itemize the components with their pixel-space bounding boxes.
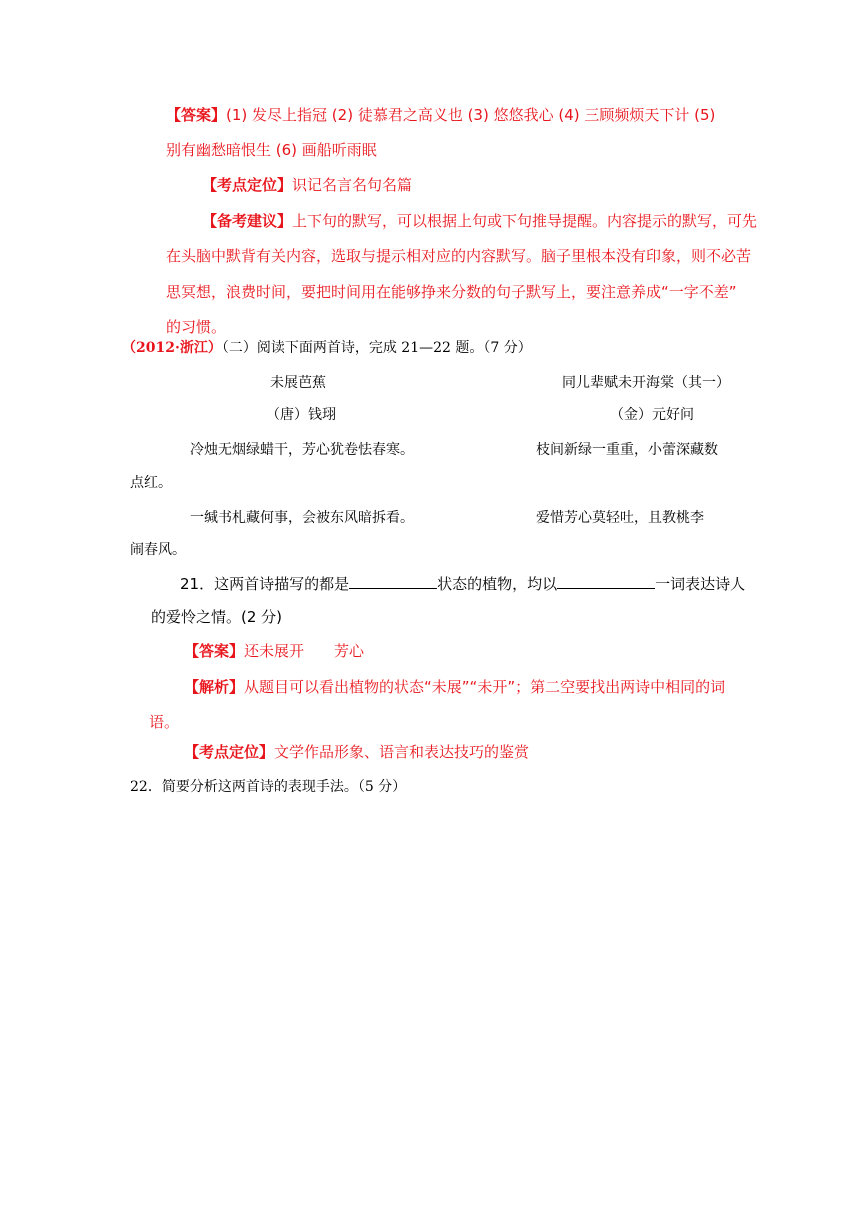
jiexi-line-1 <box>184 677 725 697</box>
kaodian-line-2 <box>184 742 529 762</box>
answer-tag: 【答案】 <box>166 106 227 124</box>
poem-right-line-2b: 闹春风。 <box>130 542 186 558</box>
q21-middle: 状态的植物，均以 <box>437 575 558 593</box>
poem-right-line-1a: 枝间新绿一重重，小蕾深藏数 <box>536 442 718 458</box>
poem-left-line-2: 一缄书札藏何事，会被东风暗拆看。 <box>190 510 414 526</box>
answer-21-a1: 还未展开 <box>244 642 305 660</box>
question-source: （2012·浙江） <box>122 340 222 356</box>
jiexi-tag: 【解析】 <box>184 678 245 696</box>
question-header <box>122 338 532 358</box>
kaodian-2-text: 文学作品形象、语言和表达技巧的鉴赏 <box>274 743 530 761</box>
q21-blank-1[interactable] <box>349 574 437 589</box>
beikao-line-4: 的习惯。 <box>166 318 227 336</box>
beikao-text-1: 上下句的默写，可以根据上句或下句推导提醒。内容提示的默写，可先 <box>292 212 758 230</box>
question-22: 22．简要分析这两首诗的表现手法。（5 分） <box>130 779 407 795</box>
q21-prefix: 21．这两首诗描写的都是 <box>180 575 350 593</box>
jiexi-line-2: 语。 <box>149 713 180 731</box>
poem-right-line-1b: 点红。 <box>130 475 172 491</box>
answer-text: (1) 发尽上指冠 (2) 徒慕君之高义也 (3) 悠悠我心 (4) 三顾频烦天下计 (5) <box>226 106 716 124</box>
question-21-line-1 <box>180 574 745 594</box>
answer-line-2: 别有幽愁暗恨生 (6) 画船听雨眠 <box>166 141 377 159</box>
kaodian-text: 识记名言名句名篇 <box>292 176 413 194</box>
answer-line-1 <box>166 105 715 125</box>
answer-21-tag: 【答案】 <box>184 642 245 660</box>
beikao-line-3: 思冥想，浪费时间，要把时间用在能够挣来分数的句子默写上，要注意养成“一字不差” <box>166 283 737 301</box>
question-instruction: （二）阅读下面两首诗，完成 21—22 题。（7 分） <box>221 340 532 356</box>
beikao-tag: 【备考建议】 <box>202 212 293 230</box>
kaodian-tag: 【考点定位】 <box>202 176 293 194</box>
kaodian-line-1 <box>202 175 412 195</box>
answer-21 <box>184 641 364 661</box>
jiexi-text: 从题目可以看出植物的状态“未展”“未开”；第二空要找出两诗中相同的词 <box>244 678 726 696</box>
q21-blank-2[interactable] <box>557 574 655 589</box>
question-21-line-2: 的爱怜之情。(2 分) <box>151 608 283 626</box>
poem-left-title: 未展芭蕉 <box>270 375 326 391</box>
poem-right-author: （金）元好问 <box>610 407 694 423</box>
q21-suffix: 一词表达诗人 <box>655 575 746 593</box>
beikao-line-1 <box>202 211 757 231</box>
answer-21-a2: 芳心 <box>334 642 365 660</box>
poem-left-author: （唐）钱珝 <box>266 407 336 423</box>
poem-right-line-2a: 爱惜芳心莫轻吐，且教桃李 <box>536 510 704 526</box>
poem-right-title: 同儿辈赋未开海棠（其一） <box>562 375 730 391</box>
beikao-line-2: 在头脑中默背有关内容，选取与提示相对应的内容默写。脑子里根本没有印象，则不必苦 <box>166 247 752 265</box>
kaodian-2-tag: 【考点定位】 <box>184 743 275 761</box>
poem-left-line-1: 冷烛无烟绿蜡干，芳心犹卷怯春寒。 <box>190 442 414 458</box>
